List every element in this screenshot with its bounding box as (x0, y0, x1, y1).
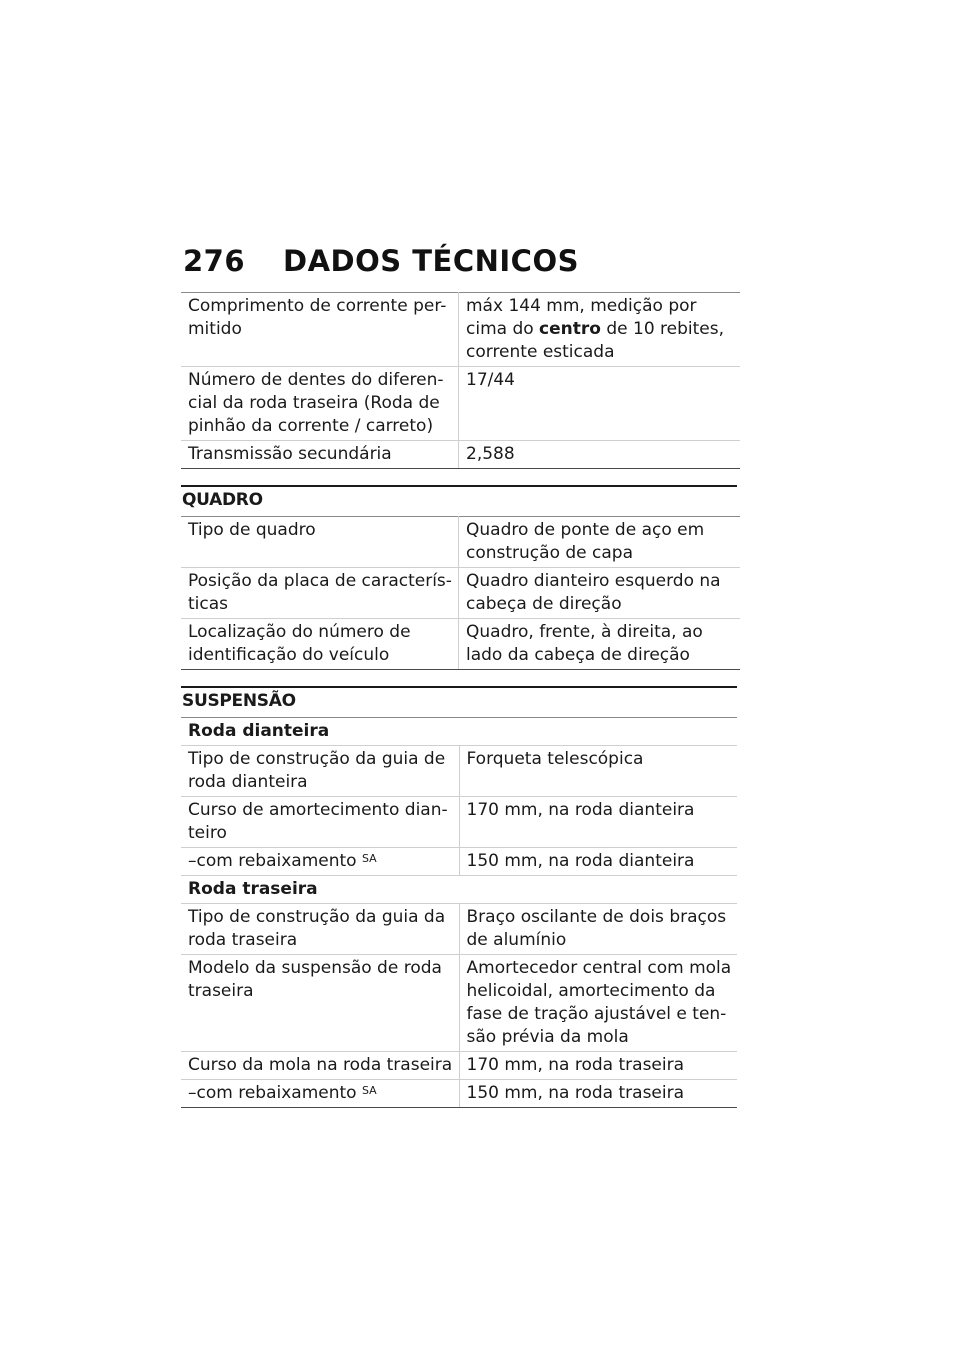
spec-label-text: –com rebaixamento (188, 1083, 362, 1103)
spec-label: Comprimento de corrente per-mitido (181, 293, 459, 367)
spec-value: Quadro de ponte de aço em construção de capa (459, 517, 741, 568)
spec-label-text: –com rebaixamento (188, 851, 362, 871)
spec-label: Localização do número de identificação do veículo (181, 619, 459, 670)
spec-label: Transmissão secundária (181, 441, 459, 469)
optional-equipment-marker: SA (361, 1084, 377, 1097)
suspension-specs-table (181, 717, 737, 1108)
page-number: 276 (183, 244, 246, 278)
spec-value: 150 mm, na roda traseira (459, 1080, 737, 1108)
spec-value: 2,588 (459, 441, 741, 469)
spec-value: Braço oscilante de dois braços de alumínio (459, 904, 737, 955)
table-row (181, 619, 740, 670)
spec-value-text: máx 144 mm, medição por cima do (466, 296, 697, 339)
spec-value: Forqueta telescópica (459, 746, 737, 797)
spec-label (181, 1080, 459, 1108)
spec-value: 170 mm, na roda dianteira (459, 797, 737, 848)
table-row (181, 904, 737, 955)
spec-label: Tipo de construção da guia da roda traseira (181, 904, 459, 955)
page-title: DADOS TÉCNICOS (283, 244, 579, 278)
spec-value: 150 mm, na roda dianteira (459, 848, 737, 876)
table-subheading-row (181, 876, 737, 904)
spec-value: Quadro, frente, à direita, ao lado da cabeça de direção (459, 619, 741, 670)
table-row (181, 848, 737, 876)
spec-value-emphasis: centro (539, 319, 601, 339)
spec-label (181, 848, 459, 876)
table-subheading-row (181, 718, 737, 746)
optional-equipment-marker: SA (361, 852, 377, 865)
table-row (181, 1080, 737, 1108)
spec-value: Quadro dianteiro esquerdo na cabeça de direção (459, 568, 741, 619)
subheading-rear-wheel: Roda traseira (181, 876, 737, 904)
frame-specs-table (181, 516, 740, 670)
page-header (183, 244, 579, 278)
table-row (181, 797, 737, 848)
spec-value: 170 mm, na roda traseira (459, 1052, 737, 1080)
spec-label: Modelo da suspensão de roda traseira (181, 955, 459, 1052)
spec-label: Tipo de quadro (181, 517, 459, 568)
table-row (181, 746, 737, 797)
chain-specs-table (181, 292, 740, 469)
table-row (181, 568, 740, 619)
spec-value: Amortecedor central com mola helicoidal, amortecimento da fase de tração ajustável e ten-são prévia da mola (459, 955, 737, 1052)
spec-label: Curso de amortecimento dian-teiro (181, 797, 459, 848)
spec-value-text: de 10 rebites, corrente esticada (466, 319, 725, 362)
section-title-suspensao: SUSPENSÃO (181, 686, 737, 717)
page-content (181, 292, 737, 1108)
spec-value (459, 293, 741, 367)
spec-label: Posição da placa de caracterís-ticas (181, 568, 459, 619)
table-row (181, 293, 740, 367)
spec-value: 17/44 (459, 367, 741, 441)
spec-label: Tipo de construção da guia de roda dianteira (181, 746, 459, 797)
spec-label: Número de dentes do diferen-cial da roda traseira (Roda de pinhão da corrente / carreto) (181, 367, 459, 441)
table-row (181, 955, 737, 1052)
subheading-front-wheel: Roda dianteira (181, 718, 737, 746)
table-row (181, 441, 740, 469)
section-title-quadro: QUADRO (181, 485, 737, 516)
table-row (181, 1052, 737, 1080)
table-row (181, 367, 740, 441)
spec-label: Curso da mola na roda traseira (181, 1052, 459, 1080)
table-row (181, 517, 740, 568)
